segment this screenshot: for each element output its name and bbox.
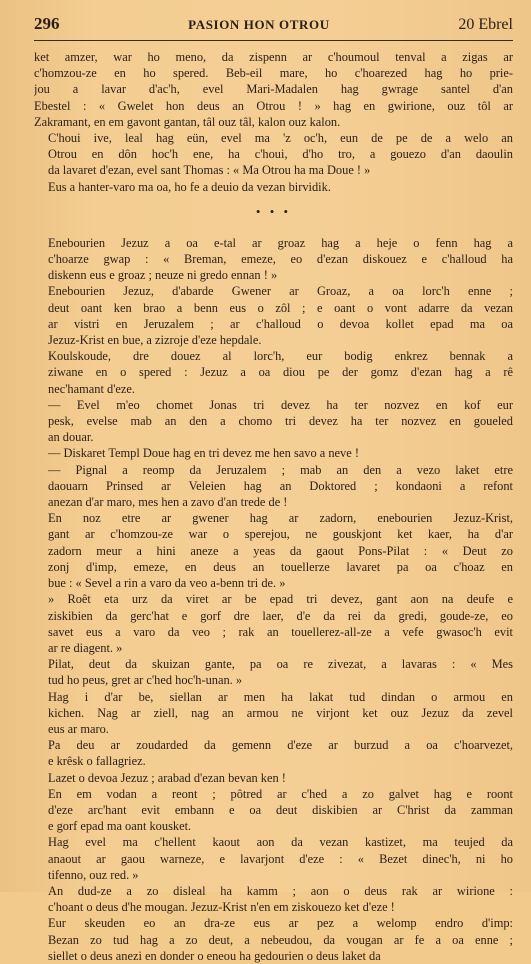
running-title: PASION HON OTROU	[188, 17, 330, 32]
text-line: c'hoarze gwap : « Breman, emeze, eo d'ezan diskouez e c'halloud ha	[48, 252, 513, 267]
paragraph	[34, 235, 513, 284]
paragraph	[34, 49, 513, 130]
text-line: diskenn eus e groaz ; neuze ni gredo ennan ! »	[48, 268, 278, 283]
text-line: Ebestel : « Gwelet hon deus an Otrou ! » hag en gwirione, ouz tôl ar	[34, 98, 513, 113]
text-line: ziwane en o spered : Jezuz a oa diou pe der gomz d'ezan hag a rê	[48, 365, 513, 380]
page-body	[34, 49, 513, 964]
text-line: En em vodan a reont ; pôtred ar c'hed a zo galvet hag e roont	[48, 786, 513, 801]
paragraph	[34, 348, 513, 397]
text-line: ziskibien da gerc'hat e gorf dre laer, d'e da rei da gredi, goude-ze, eo	[48, 608, 513, 623]
section-1	[34, 49, 513, 195]
text-line: — Pignal a reomp da Jeruzalem ; mab an den a vezo laket etre	[48, 462, 513, 477]
section-2	[34, 235, 513, 964]
text-line: An dud-ze a zo disleal ha kamm ; aon o deus rak ar wirione :	[48, 883, 513, 898]
text-line: C'houi ive, leal hag eün, evel ma 'z oc'h, eun de pe de a welo an	[48, 131, 513, 146]
text-line: jou a lavar d'ac'h, evel Mari-Madalen hag gwrage santel d'an	[34, 82, 513, 97]
paragraph	[34, 656, 513, 688]
text-line: — Evel m'eo chomet Jonas tri devez ha ter nozvez en kof eur	[48, 397, 513, 412]
paragraph	[34, 179, 513, 195]
text-line: Eus a hanter-varo ma oa, ho fe a deuio da vezan birvidik.	[48, 179, 331, 194]
text-line: — Diskaret Templ Doue hag en tri devez me hen savo a neve !	[48, 446, 359, 461]
text-line: tud ho peus, gret ar c'hed hoc'h-unan. »	[48, 673, 243, 688]
text-line: Jezuz-Krist en bue, a zizroje d'eze hepdale.	[48, 333, 262, 348]
text-line: Lazet o devoa Jezuz ; arabad d'ezan bevan ken !	[48, 770, 286, 785]
text-line: Eur skeuden eo an dra-ze eus ar pez a welomp endro d'imp:	[48, 916, 513, 931]
text-line: Enebourien Jezuz a oa e-tal ar groaz hag a heje o fenn hag a	[48, 235, 513, 250]
paragraph	[34, 462, 513, 511]
text-line: zadorn meur a hini aneze a yeas da gaout Pons-Pilat : « Deut zo	[48, 543, 513, 558]
text-line: savet eus a varo da veo ; rak an touellerez-all-ze a vefe gwasoc'h evit	[48, 624, 513, 639]
text-line: d'eze arc'hant evit embann e oa deut diskibien ar C'hrist da zamman	[48, 802, 513, 817]
page-number: 296	[34, 14, 60, 33]
text-line: anaout ar gaou warneze, e lavarjont d'eze : « Bezet dinec'h, ni ho	[48, 851, 513, 866]
text-line: nec'hamant d'eze.	[48, 381, 136, 396]
text-line: Koulskoude, dre douez al lorc'h, eur bodig enkrez bennak a	[48, 349, 513, 364]
text-line: kichen. Nag ar ziell, nag an armou ne virjont ket ouz Jezuz da zevel	[48, 705, 513, 720]
paragraph	[34, 397, 513, 446]
text-line: » Roêt eta urz da viret ar be epad tri devez, gant aon na deufe e	[48, 592, 513, 607]
text-line: pesk, evelse mab an den a chomo tri devez ha ter nozvez en goueled	[48, 414, 513, 429]
paragraph	[34, 915, 513, 964]
text-line: anezan d'ar maro, mes hen a zavo d'an trede de !	[48, 495, 288, 510]
text-line: zonj d'imp, emeze, en deus an touellerze lavaret pa oa c'hoaz en	[48, 559, 513, 574]
text-line: Pa deu ar zoudarded da gemenn d'eze ar burzud a oa c'hoarvezet,	[48, 738, 513, 753]
paragraph	[34, 770, 513, 786]
text-line: an douar.	[48, 430, 94, 445]
paragraph	[34, 510, 513, 591]
paragraph	[34, 283, 513, 348]
paragraph	[34, 883, 513, 915]
text-line: e gorf epad ma oant kousket.	[48, 819, 192, 834]
page-header	[34, 14, 513, 41]
text-line: bue : « Sevel a rin a varo da veo a-benn tri de. »	[48, 576, 286, 591]
text-line: Pilat, deut da skuizan gante, pa oa re zivezat, a lavaras : « Mes	[48, 657, 513, 672]
text-line: tifenno, ouz red. »	[48, 867, 139, 882]
text-line: En noz etre ar gwener hag ar zadorn, enebourien Jezuz-Krist,	[48, 511, 513, 526]
text-line: Zakramant, en em gavont gantan, tâl ouz tâl, kalon ouz kalon.	[34, 114, 341, 129]
text-line: Bezan zo tud hag a zo deut, a nebeudou, da vougan ar fe a oa enne ;	[48, 932, 513, 947]
text-line: Otrou en dôn hoc'h ene, ha c'houi, d'ho tro, a gouezo d'an daoulin	[48, 147, 513, 162]
text-line: siellet o deus anezi en donder o eneou ha gedourien o deus laket da	[48, 948, 381, 963]
text-line: deut oant ken brao a benn eus o zôl ; e oant o vont adarre da vezan	[48, 300, 513, 315]
text-line: ket amzer, war ho meno, da zispenn ar c'houmoul tenval a zigas ar	[34, 50, 513, 64]
header-date: 20 Ebrel	[458, 16, 513, 33]
text-line: daouarn Prinsed ar Veleien hag an Doktored ; kondaoni a refont	[48, 478, 513, 493]
paragraph	[34, 786, 513, 835]
text-line: e krêsk o fallagriez.	[48, 754, 146, 769]
text-line: c'hoant o deus d'he mougan. Jezuz-Krist n'en em ziskouezo ket d'eze !	[48, 900, 395, 915]
text-line: Hag evel ma c'hellent kaout aon da vezan kastizet, ma teujed da	[48, 835, 513, 850]
paragraph	[34, 689, 513, 738]
paragraph	[34, 445, 513, 461]
text-line: Hag i d'ar be, siellan ar men ha lakat tud dindan o armou en	[48, 689, 513, 704]
text-line: ar vistri en Jeruzalem ; ar c'halloud o devoa kollet epad ma oa	[48, 316, 513, 331]
paragraph	[34, 591, 513, 656]
text-line: Enebourien Jezuz, d'abarde Gwener ar Groaz, a oa lorc'h enne ;	[48, 284, 513, 299]
paragraph	[34, 130, 513, 179]
paragraph	[34, 737, 513, 769]
section-divider: • • •	[255, 203, 292, 219]
text-line: ar re diagent. »	[48, 640, 123, 655]
text-line: gant ar c'homzou-ze war o sperejou, ne gouskjont ket kaer, ha d'ar	[48, 527, 513, 542]
text-line: c'homzou-ze en ho spered. Beb-eil mare, ho c'hoarezed hag ho prie-	[34, 66, 513, 81]
text-line: eus ar maro.	[48, 721, 109, 736]
text-line: da lavaret d'ezan, evel sant Thomas : « Ma Otrou ha ma Doue ! »	[48, 163, 371, 178]
paragraph	[34, 834, 513, 883]
